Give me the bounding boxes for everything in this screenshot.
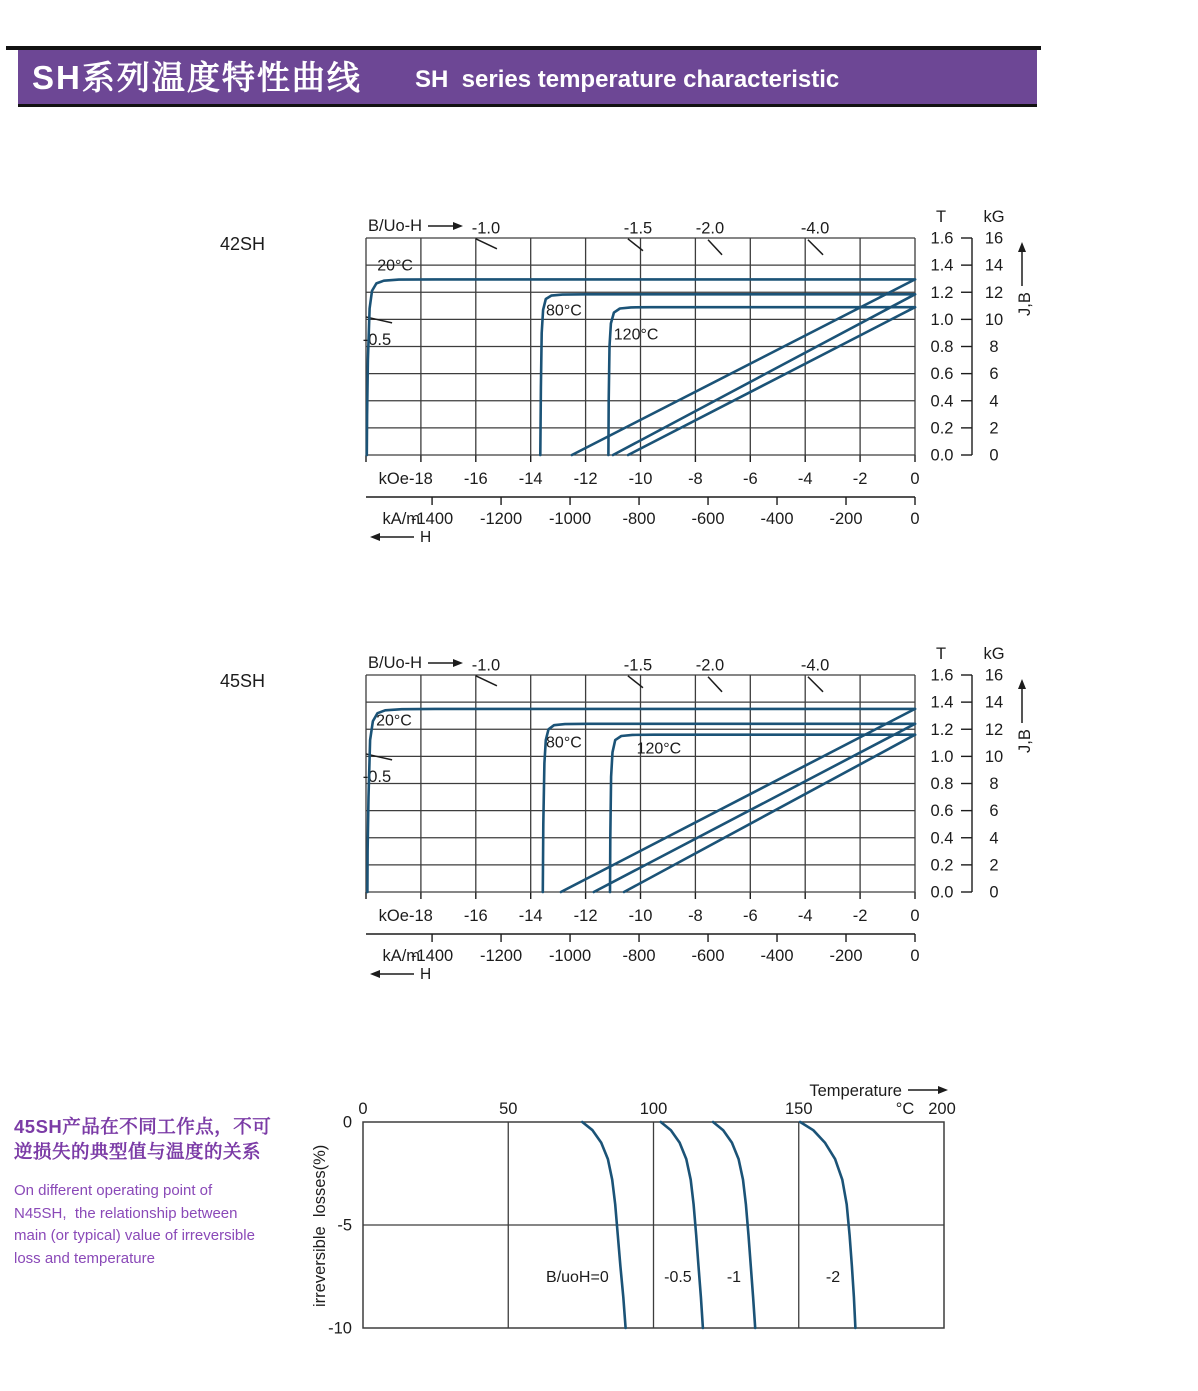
load-line-label--0.5: -0.5 bbox=[362, 768, 392, 787]
curve-label-20°C: 20°C bbox=[376, 712, 412, 730]
kg-tick-label: 4 bbox=[989, 392, 999, 411]
koe-tick-label: -14 bbox=[518, 907, 543, 925]
loss-tick-label: -5 bbox=[337, 1216, 352, 1235]
load-line-label--0.5: -0.5 bbox=[362, 331, 392, 350]
h-axis-arrow-head bbox=[370, 533, 380, 541]
load-line-label--1.5: -1.5 bbox=[623, 219, 653, 238]
kam-unit-label: kA/m bbox=[382, 510, 421, 528]
curve-label-80°C: 80°C bbox=[546, 302, 582, 320]
load-line-label--2.0: -2.0 bbox=[695, 656, 725, 675]
chart-label-42sh: 42SH bbox=[220, 234, 266, 254]
temperature-axis-arrow-head bbox=[938, 1086, 948, 1094]
kg-tick-label: 12 bbox=[984, 283, 1004, 302]
kg-tick-label: 0 bbox=[989, 883, 999, 902]
curve-label-20°C: 20°C bbox=[377, 257, 413, 275]
page-title-zh: SH系列温度特性曲线 bbox=[32, 59, 362, 96]
load-line-label--1.0: -1.0 bbox=[471, 219, 501, 238]
t-tick-label: 0.4 bbox=[930, 392, 954, 411]
h-axis-label: H bbox=[420, 966, 432, 983]
b-curve-80c-42SH bbox=[613, 294, 915, 455]
load-line-label--1.0: -1.0 bbox=[471, 656, 501, 675]
curve-label-80°C: 80°C bbox=[546, 734, 582, 752]
t-tick-label: 0.4 bbox=[930, 829, 954, 848]
kg-tick-label: 12 bbox=[984, 720, 1004, 739]
t-tick-label: 1.2 bbox=[930, 283, 954, 302]
temp-unit-label: °C bbox=[895, 1100, 915, 1118]
kam-tick-label: -600 bbox=[691, 510, 725, 528]
kam-tick-label: 0 bbox=[910, 947, 920, 965]
loss-tick-label: 0 bbox=[342, 1113, 352, 1132]
t-tick-label: 1.0 bbox=[930, 310, 954, 329]
jb-axis-arrow-head bbox=[1018, 679, 1026, 689]
curve-label--1: -1 bbox=[726, 1269, 742, 1286]
page-title-en: SH series temperature characteristic bbox=[415, 66, 840, 93]
t-tick-label: 1.0 bbox=[930, 747, 954, 766]
t-tick-label: 0.2 bbox=[930, 856, 954, 875]
t-tick-label: 1.6 bbox=[930, 666, 954, 685]
kam-tick-label: -1400 bbox=[410, 510, 454, 528]
koe-tick-label: -6 bbox=[742, 470, 758, 488]
kg-tick-label: 16 bbox=[984, 666, 1004, 685]
kam-tick-label: -1000 bbox=[548, 510, 592, 528]
t-tick-label: 0.6 bbox=[930, 365, 954, 384]
kam-tick-label: -200 bbox=[829, 510, 863, 528]
t-tick-label: 1.4 bbox=[930, 693, 954, 712]
h-axis-label: H bbox=[420, 529, 432, 546]
koe-tick-label: -16 bbox=[463, 470, 488, 488]
koe-tick-label: -4 bbox=[797, 470, 813, 488]
h-axis-arrow-head bbox=[370, 970, 380, 978]
load-line-label--1.5: -1.5 bbox=[623, 656, 653, 675]
kam-tick-label: -200 bbox=[829, 947, 863, 965]
load-line-mark--1.0 bbox=[476, 676, 497, 686]
kam-tick-label: -1200 bbox=[479, 947, 523, 965]
side-note-zh-line1: 45SH产品在不同工作点，不可 bbox=[14, 1116, 272, 1137]
t-tick-label: 0.8 bbox=[930, 338, 954, 356]
demag-chart-45SH bbox=[363, 645, 1034, 983]
kg-tick-label: 6 bbox=[989, 802, 999, 821]
koe-tick-label: -10 bbox=[628, 907, 653, 925]
koe-tick-label: -2 bbox=[852, 470, 868, 488]
koe-tick-label: -6 bbox=[742, 907, 758, 925]
kg-tick-label: 4 bbox=[989, 829, 999, 848]
koe-tick-label: -8 bbox=[688, 907, 703, 925]
koe-tick-label: 0 bbox=[910, 907, 920, 925]
kg-tick-label: 0 bbox=[989, 446, 999, 465]
side-note-en-line1: On different operating point of bbox=[14, 1182, 213, 1199]
kam-tick-label: -1400 bbox=[410, 947, 454, 965]
t-tick-label: 1.2 bbox=[930, 720, 954, 739]
koe-unit-label: kOe bbox=[378, 907, 409, 925]
koe-tick-label: -8 bbox=[688, 470, 703, 488]
side-note-en-line2: N45SH, the relationship between bbox=[14, 1204, 238, 1222]
koe-tick-label: -16 bbox=[463, 907, 488, 925]
buoh-axis-label: B/Uo-H bbox=[368, 217, 423, 235]
side-note-zh-line2: 逆损失的典型值与温度的关系 bbox=[14, 1141, 262, 1162]
kam-tick-label: -400 bbox=[760, 510, 794, 528]
temp-tick-label: 200 bbox=[928, 1100, 956, 1118]
demag-chart-42SH bbox=[363, 208, 1034, 546]
kam-tick-label: 0 bbox=[910, 510, 920, 528]
loss-axis-label: irreversible losses(%) bbox=[311, 1144, 329, 1307]
koe-unit-label: kOe bbox=[378, 470, 409, 488]
temperature-axis-label: Temperature bbox=[809, 1082, 902, 1100]
koe-tick-label: -12 bbox=[573, 470, 598, 488]
t-tick-label: 1.6 bbox=[930, 229, 954, 248]
t-tick-label: 0.0 bbox=[930, 446, 954, 465]
j-curve-80c-45SH bbox=[543, 724, 915, 892]
kg-tick-label: 14 bbox=[984, 256, 1004, 275]
load-line-mark--1.0 bbox=[476, 239, 497, 249]
loss-chart bbox=[311, 1082, 956, 1338]
t-tick-label: 1.4 bbox=[930, 256, 954, 275]
curve-label--0.5: -0.5 bbox=[664, 1269, 692, 1286]
kg-tick-label: 10 bbox=[984, 747, 1004, 766]
load-line-mark--2.0 bbox=[708, 240, 722, 255]
curve-label-120°C: 120°C bbox=[636, 740, 682, 758]
curve-label-120°C: 120°C bbox=[613, 326, 659, 344]
koe-tick-label: -4 bbox=[797, 907, 813, 925]
curve-label--2: -2 bbox=[825, 1269, 841, 1286]
t-unit-label: T bbox=[935, 208, 947, 226]
koe-tick-label: -18 bbox=[408, 470, 433, 488]
kg-tick-label: 8 bbox=[989, 775, 999, 793]
jb-axis-label: J,B bbox=[1016, 292, 1034, 316]
t-tick-label: 0.6 bbox=[930, 802, 954, 821]
load-line-mark--4.0 bbox=[808, 240, 823, 255]
load-line-mark--4.0 bbox=[808, 677, 823, 692]
kg-tick-label: 8 bbox=[989, 338, 999, 356]
side-note-en-line3: main (or typical) value of irreversible bbox=[14, 1227, 255, 1244]
temp-tick-label: 0 bbox=[358, 1100, 368, 1118]
side-note-en-line4: loss and temperature bbox=[14, 1249, 155, 1267]
koe-tick-label: -12 bbox=[573, 907, 598, 925]
kam-tick-label: -1000 bbox=[548, 947, 592, 965]
buoh-axis-arrow-head bbox=[453, 222, 463, 230]
load-line-label--2.0: -2.0 bbox=[695, 219, 725, 238]
kg-unit-label: kG bbox=[983, 645, 1005, 663]
t-tick-label: 0.0 bbox=[930, 883, 954, 902]
load-line-label--4.0: -4.0 bbox=[800, 656, 830, 675]
temp-tick-label: 50 bbox=[499, 1100, 518, 1118]
b-curve-120c-42SH bbox=[628, 307, 915, 455]
koe-tick-label: 0 bbox=[910, 470, 920, 488]
koe-tick-label: -18 bbox=[408, 907, 433, 925]
kam-tick-label: -1200 bbox=[479, 510, 523, 528]
kam-tick-label: -800 bbox=[622, 947, 656, 965]
temp-tick-label: 100 bbox=[639, 1100, 668, 1118]
t-tick-label: 0.8 bbox=[930, 775, 954, 793]
t-tick-label: 0.2 bbox=[930, 419, 954, 438]
kam-tick-label: -400 bbox=[760, 947, 794, 965]
koe-tick-label: -10 bbox=[628, 470, 653, 488]
temp-tick-label: 150 bbox=[784, 1100, 813, 1118]
kg-tick-label: 2 bbox=[989, 856, 999, 875]
b-curve-20c-42SH bbox=[572, 279, 915, 455]
kg-tick-label: 6 bbox=[989, 365, 999, 384]
kam-tick-label: -600 bbox=[691, 947, 725, 965]
loss-tick-label: -10 bbox=[328, 1319, 352, 1338]
kam-unit-label: kA/m bbox=[382, 947, 421, 965]
kg-tick-label: 10 bbox=[984, 310, 1004, 329]
load-line-label--4.0: -4.0 bbox=[800, 219, 830, 238]
load-line-mark--2.0 bbox=[708, 677, 722, 692]
buoh-axis-arrow-head bbox=[453, 659, 463, 667]
koe-tick-label: -2 bbox=[852, 907, 868, 925]
jb-axis-arrow-head bbox=[1018, 242, 1026, 252]
jb-axis-label: J,B bbox=[1016, 729, 1034, 753]
koe-tick-label: -14 bbox=[518, 470, 543, 488]
curve-label-B/uoH=0: B/uoH=0 bbox=[546, 1269, 609, 1286]
kg-tick-label: 14 bbox=[984, 693, 1004, 712]
kam-tick-label: -800 bbox=[622, 510, 656, 528]
t-unit-label: T bbox=[935, 645, 947, 663]
kg-tick-label: 16 bbox=[984, 229, 1004, 248]
b-curve-120c-45SH bbox=[624, 735, 915, 892]
kg-unit-label: kG bbox=[983, 208, 1005, 226]
buoh-axis-label: B/Uo-H bbox=[368, 654, 423, 672]
kg-tick-label: 2 bbox=[989, 419, 999, 438]
chart-label-45sh: 45SH bbox=[220, 671, 266, 691]
